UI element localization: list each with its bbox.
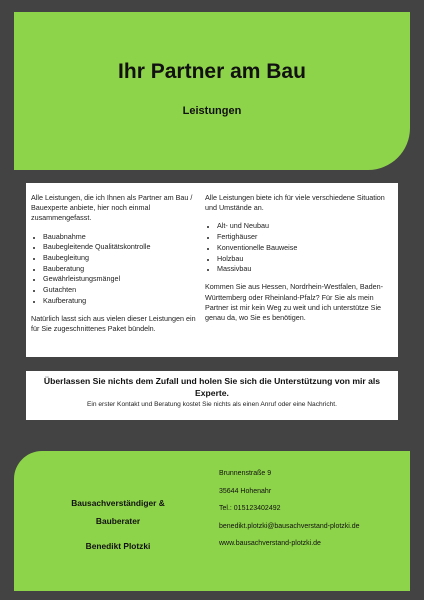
list-item: • Bauberatung	[43, 264, 201, 274]
list-item: • Bauabnahme	[43, 232, 201, 242]
contact-block	[219, 465, 360, 553]
list-item: • Baubegleitung	[43, 253, 201, 263]
building-types-list	[205, 221, 391, 274]
right-intro-text: Alle Leistungen biete ich für viele verschiedene Situation und Umstände an.	[205, 193, 385, 213]
list-item: • Alt- und Neubau	[217, 221, 391, 231]
list-item: • Gewährleistungsmängel	[43, 274, 201, 284]
city-address: 35644 Hohenahr	[219, 487, 272, 495]
left-outro-text: Natürlich lasst sich aus vielen dieser Leistungen ein für Sie zugeschnittenes Paket bündeln.	[31, 314, 196, 334]
services-column-right	[205, 193, 391, 323]
list-item: • Kaufberatung	[43, 296, 201, 306]
services-list	[31, 232, 201, 306]
services-panel	[26, 183, 398, 357]
phone-number[interactable]: Tel.: 015123402492	[219, 505, 281, 512]
right-outro-text: Kommen Sie aus Hessen, Nordrhein-Westfalen, Baden-Württemberg oder Rheinland-Pfalz? Für Sie als mein Partner ist mir kein Weg zu weit und ich unterstütze Sie genau da, wo Sie es benötigen.	[205, 282, 384, 323]
left-intro-text: Alle Leistungen, die ich Ihnen als Partner am Bau / Bauexperte anbiete, hier noch einmal zusammengefasst.	[31, 193, 193, 223]
footer-banner	[14, 451, 410, 591]
cta-subline: Ein erster Kontakt und Beratung kostet Sie nichts als einen Anruf oder eine Nachricht.	[87, 401, 337, 408]
email-link[interactable]: benedikt.plotzki@bausachverstand-plotzki.de	[219, 522, 360, 530]
company-name-line1: Bausachverständiger &	[71, 498, 165, 508]
cta-headline: Überlassen Sie nichts dem Zufall und holen Sie sich die Unterstützung von mir als Experte.	[43, 376, 381, 398]
list-item: • Massivbau	[217, 264, 391, 274]
page-title: Ihr Partner am Bau	[118, 60, 306, 83]
company-name-block	[20, 494, 216, 555]
owner-name: Benedikt Plotzki	[85, 541, 151, 551]
services-column-left	[31, 193, 201, 334]
page-subtitle: Leistungen	[182, 105, 242, 117]
street-address: Brunnenstraße 9	[219, 470, 272, 477]
list-item: • Fertighäuser	[217, 232, 391, 242]
header-banner	[14, 12, 410, 170]
list-item: • Holzbau	[217, 254, 391, 264]
call-to-action	[26, 371, 398, 420]
list-item: • Gutachten	[43, 285, 201, 295]
company-name-line2: Bauberater	[95, 516, 141, 526]
list-item: • Konventionelle Bauweise	[217, 243, 391, 253]
list-item: • Baubegleitende Qualitätskontrolle	[43, 242, 201, 252]
website-link[interactable]: www.bausachverstand-plotzki.de	[219, 540, 321, 547]
